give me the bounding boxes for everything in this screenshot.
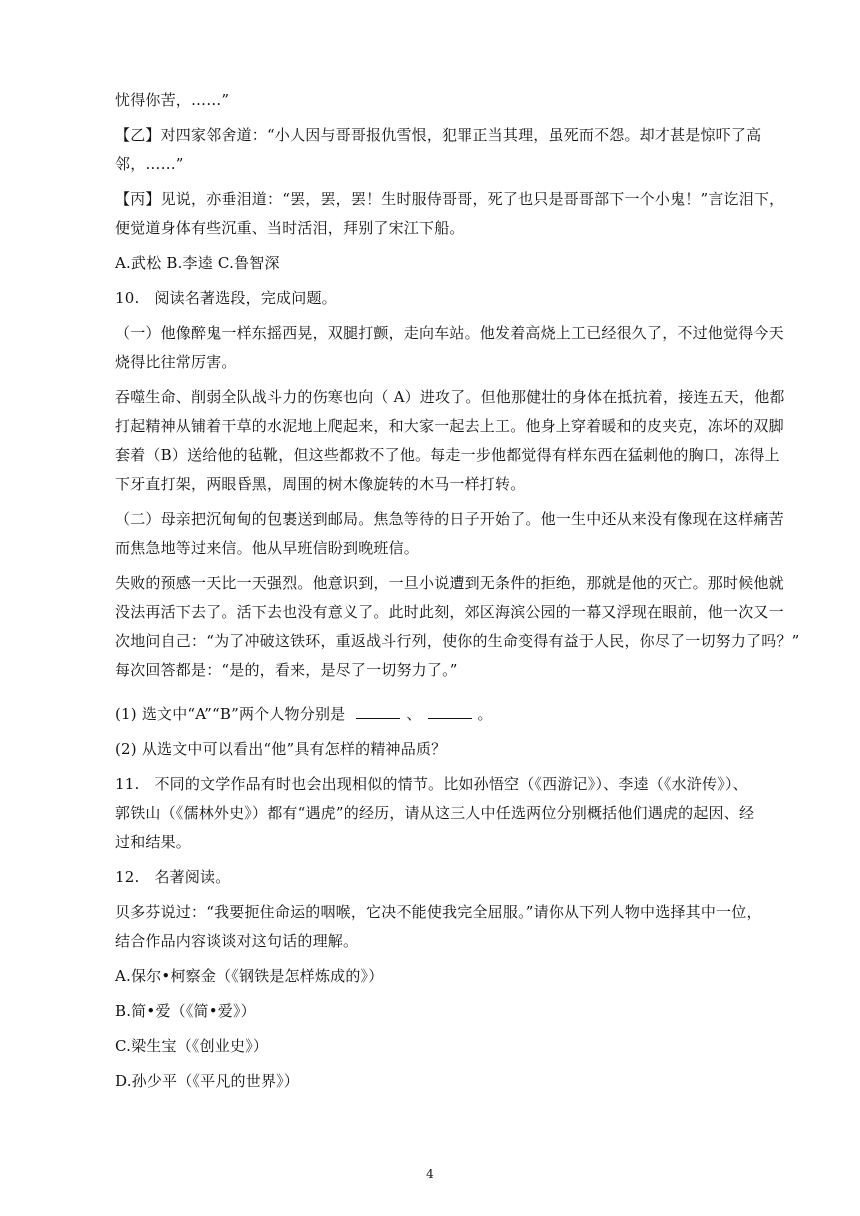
q12-prompt: 名著阅读。 (154, 868, 231, 886)
q9-passage-a-tail: 忧得你苦，……” (115, 91, 230, 109)
q12-option-a: A.保尔•柯察金（《钢铁是怎样炼成的》） (115, 967, 384, 985)
q12-option-b: B.简•爱（《简•爱》） (115, 1002, 256, 1020)
q10-passage-line: 失败的预感一天比一天强烈。他意识到，一旦小说遭到无条件的拒绝，那就是他的灭亡。那时候他就 (115, 574, 784, 592)
q10-passage-line: 烧得比往常厉害。 (115, 353, 237, 371)
q10-passage-line: 吞噬生命、削弱全队战斗力的伤寒也向（ A）进攻了。但他那健壮的身体在抵抗着，接连五天，他都 (115, 388, 785, 406)
q10-passage-line: 次地问自己：“为了冲破这铁环，重返战斗行列，使你的生命变得有益于人民，你尽了一切努力了吗？” (115, 632, 800, 650)
q10-sub1 (115, 704, 493, 724)
q10-passage-line: 套着（B）送给他的毡靴，但这些都救不了他。每走一步他都觉得有样东西在猛刺他的胸口，冻得上 (115, 446, 780, 464)
blank-separator: 、 (406, 705, 422, 723)
q10-passage-line: 而焦急地等过来信。他从早班信盼到晚班信。 (115, 539, 420, 557)
q10-sub1-prompt: (1) 选文中“A”“B”两个人物分别是 (115, 705, 346, 723)
q10-passage-line: 没法再活下去了。活下去也没有意义了。此时此刻，郊区海滨公园的一幕又浮现在眼前，他一次又一 (115, 603, 784, 621)
q10-passage-line: 每次回答都是：“是的，看来，是尽了一切努力了。” (115, 661, 458, 679)
q9-options: A.武松 B.李逵 C.鲁智深 (115, 254, 280, 272)
q11-line3: 过和结果。 (115, 833, 192, 851)
q10-sub2: (2) 从选文中可以看出“他”具有怎样的精神品质？ (115, 740, 447, 758)
q10-passage-line: （二）母亲把沉甸甸的包裹送到邮局。焦急等待的日子开始了。他一生中还从来没有像现在这样痛苦 (115, 510, 784, 528)
q11-line2: 郭铁山（《儒林外史》）都有“遇虎”的经历，请从这三人中任选两位分别概括他们遇虎的起因、经 (115, 804, 755, 822)
q10-heading (115, 288, 337, 308)
page-number: 4 (426, 1167, 434, 1181)
q9-passage-b-line1: 【乙】对四家邻舍道：“小人因与哥哥报仇雪恨，犯罪正当其理，虽死而不怨。却才甚是惊吓了高 (115, 126, 762, 144)
q11-text: 不同的文学作品有时也会出现相似的情节。比如孙悟空（《西游记》）、李逵（《水浒传》）、 (154, 775, 748, 793)
answer-blank-b[interactable] (428, 704, 472, 719)
q12-line1: 贝多芬说过：“我要扼住命运的咽喉，它决不能使我完全屈服。”请你从下列人物中选择其中一位， (115, 903, 762, 921)
q10-passage-line: 打起精神从铺着干草的水泥地上爬起来，和大家一起去上工。他身上穿着暖和的皮夹克，冻坏的双脚 (115, 417, 784, 435)
question-number: 11. (115, 775, 140, 793)
q9-passage-c-line1: 【丙】见说，亦垂泪道：“罢，罢，罢！生时服侍哥哥，死了也只是哥哥部下一个小鬼！”言讫泪下， (115, 190, 785, 208)
q10-prompt: 阅读名著选段，完成问题。 (154, 289, 337, 307)
q12-option-d: D.孙少平（《平凡的世界》） (115, 1072, 300, 1090)
q11-line1 (115, 774, 748, 794)
q12-option-c: C.梁生宝（《创业史》） (115, 1037, 269, 1055)
q10-passage-line: 下牙直打架，两眼昏黑，周围的树木像旋转的木马一样打转。 (115, 475, 526, 493)
sub1-period: 。 (477, 705, 493, 723)
q9-passage-c-line2: 便觉道身体有些沉重、当时活泪，拜别了宋江下船。 (115, 219, 465, 237)
q12-line2: 结合作品内容谈谈对这句话的理解。 (115, 932, 359, 950)
question-number: 10. (115, 289, 140, 307)
answer-blank-a[interactable] (356, 704, 400, 719)
question-number: 12. (115, 868, 140, 886)
q12-heading (115, 867, 230, 887)
q10-passage-line: （一）他像醉鬼一样东摇西晃，双腿打颤，走向车站。他发着高烧上工已经很久了，不过他觉得今天 (115, 324, 784, 342)
q9-passage-b-line2: 邻，……” (115, 155, 184, 173)
